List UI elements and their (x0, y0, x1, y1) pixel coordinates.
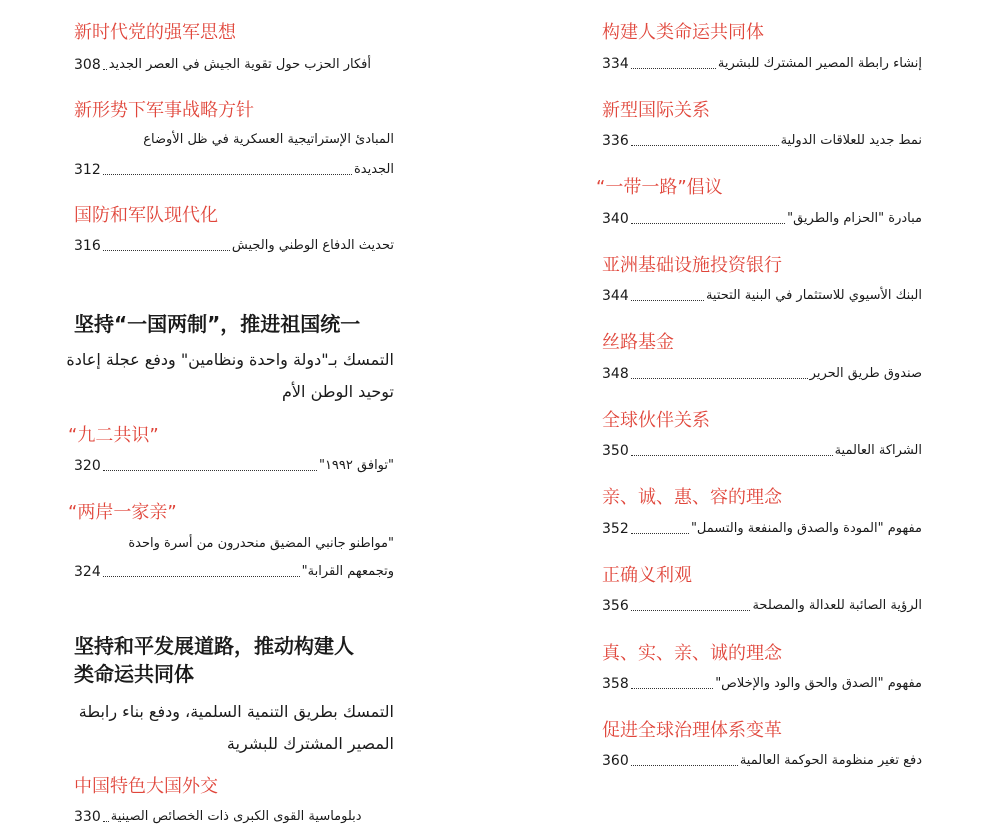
page-number: 312 (74, 162, 101, 178)
toc-entry[interactable] (602, 364, 922, 384)
entry-text-ar: الرؤية الصائبة للعدالة والمصلحة (752, 598, 922, 613)
toc-entry[interactable] (74, 160, 394, 180)
leader-dots (103, 249, 230, 251)
leader-dots (631, 764, 738, 766)
toc-title[interactable]: 中国特色大国外交 (74, 776, 218, 797)
entry-text-ar: تحديث الدفاع الوطني والجيش (231, 238, 394, 253)
section-lead-ar: التمسك بطريق التنمية السلمية، ودفع بناء رابطة (78, 702, 394, 721)
leader-dots (103, 575, 300, 577)
section-lead-ar: توحيد الوطن الأم (282, 382, 394, 401)
entry-text-ar: مبادرة "الحزام والطريق" (787, 211, 922, 226)
leader-dots (103, 173, 352, 175)
leader-dots (631, 299, 704, 301)
toc-title[interactable]: “九二共识” (68, 425, 159, 446)
entry-text-ar: "مواطنو جانبي المضيق منحدرون من أسرة واحدة (128, 536, 394, 551)
entry-text-ar: نمط جديد للعلاقات الدولية (780, 133, 922, 148)
page-number: 344 (602, 288, 629, 304)
page-number: 350 (602, 443, 629, 459)
entry-text-ar: مفهوم "المودة والصدق والمنفعة والتسمل" (690, 521, 922, 536)
entry-text-ar: دبلوماسية القوى الكبرى ذات الخصائص الصينية (110, 809, 362, 824)
section-heading: 类命运共同体 (74, 662, 194, 686)
toc-title[interactable]: 构建人类命运共同体 (602, 22, 764, 43)
leader-dots (631, 222, 785, 224)
toc-title[interactable]: 丝路基金 (602, 332, 674, 353)
page-number: 340 (602, 211, 629, 227)
toc-entry[interactable] (602, 596, 922, 616)
page-number: 352 (602, 521, 629, 537)
page-number: 334 (602, 56, 629, 72)
toc-entry[interactable] (602, 209, 922, 229)
entry-text-ar: دفع تغير منظومة الحوكمة العالمية (739, 753, 922, 768)
leader-dots (631, 532, 689, 534)
leader-dots (103, 820, 109, 822)
entry-text-ar: البنك الأسيوي للاستثمار في البنية التحتية (705, 288, 922, 303)
page-number: 358 (602, 676, 629, 692)
leader-dots (631, 454, 833, 456)
toc-title[interactable]: “一带一路”倡议 (596, 177, 723, 198)
leader-dots (631, 377, 808, 379)
entry-text-ar: وتجمعهم القرابة" (301, 564, 394, 579)
toc-title[interactable]: 亚洲基础设施投资银行 (602, 255, 782, 276)
entry-text-ar: صندوق طريق الحرير (809, 366, 922, 381)
toc-entry[interactable] (602, 441, 922, 461)
leader-dots (631, 609, 751, 611)
toc-title[interactable]: 真、实、亲、诚的理念 (602, 643, 782, 664)
toc-title[interactable]: 亲、诚、惠、容的理念 (602, 487, 782, 508)
section-lead-ar: المصير المشترك للبشرية (226, 734, 394, 753)
leader-dots (103, 68, 107, 70)
toc-entry[interactable] (602, 131, 922, 151)
toc-title[interactable]: 促进全球治理体系变革 (602, 720, 782, 741)
toc-entry[interactable] (74, 236, 394, 256)
leader-dots (631, 67, 716, 69)
page-number: 324 (74, 564, 101, 580)
toc-entry[interactable] (74, 562, 394, 582)
entry-text-ar: إنشاء رابطة المصير المشترك للبشرية (717, 56, 922, 71)
entry-text-ar: مفهوم "الصدق والحق والود والإخلاص" (715, 676, 922, 691)
page-number: 316 (74, 238, 101, 254)
toc-title[interactable]: “两岸一家亲” (68, 502, 177, 523)
entry-text-ar: "توافق ١٩٩٢" (318, 458, 394, 473)
toc-title[interactable]: 新形势下军事战略方针 (74, 100, 254, 121)
section-heading: 坚持和平发展道路，推动构建人 (74, 634, 354, 658)
toc-entry[interactable] (602, 751, 922, 771)
toc-title[interactable]: 新时代党的强军思想 (74, 22, 236, 43)
leader-dots (631, 144, 779, 146)
toc-entry[interactable] (602, 54, 922, 74)
toc-title[interactable]: 正确义利观 (602, 565, 692, 586)
section-heading: 坚持“一国两制”，推进祖国统一 (74, 312, 361, 336)
page-number: 308 (74, 57, 101, 73)
leader-dots (631, 687, 713, 689)
page-number: 330 (74, 809, 101, 825)
entry-text-ar: المبادئ الإستراتيجية العسكرية في ظل الأوضاع (143, 132, 394, 147)
toc-title[interactable]: 国防和军队现代化 (74, 205, 218, 226)
page-number: 356 (602, 598, 629, 614)
toc-title[interactable]: 全球伙伴关系 (602, 410, 710, 431)
toc-entry[interactable] (602, 674, 922, 694)
page-number: 348 (602, 366, 629, 382)
page-number: 336 (602, 133, 629, 149)
toc-title[interactable]: 新型国际关系 (602, 100, 710, 121)
page-number: 360 (602, 753, 629, 769)
toc-entry[interactable] (74, 456, 394, 476)
entry-text-ar: أفكار الحزب حول تقوية الجيش في العصر الجديد (108, 57, 372, 72)
page-number: 320 (74, 458, 101, 474)
toc-entry[interactable] (74, 807, 394, 827)
toc-entry[interactable] (74, 55, 394, 75)
leader-dots (103, 469, 317, 471)
entry-text-ar: الشراكة العالمية (834, 443, 922, 458)
toc-entry[interactable] (602, 519, 922, 539)
toc-entry[interactable] (602, 286, 922, 306)
section-lead-ar: التمسك بـ"دولة واحدة ونظامين" ودفع عجلة إعادة (66, 350, 394, 369)
entry-text-ar: الجديدة (353, 162, 394, 177)
